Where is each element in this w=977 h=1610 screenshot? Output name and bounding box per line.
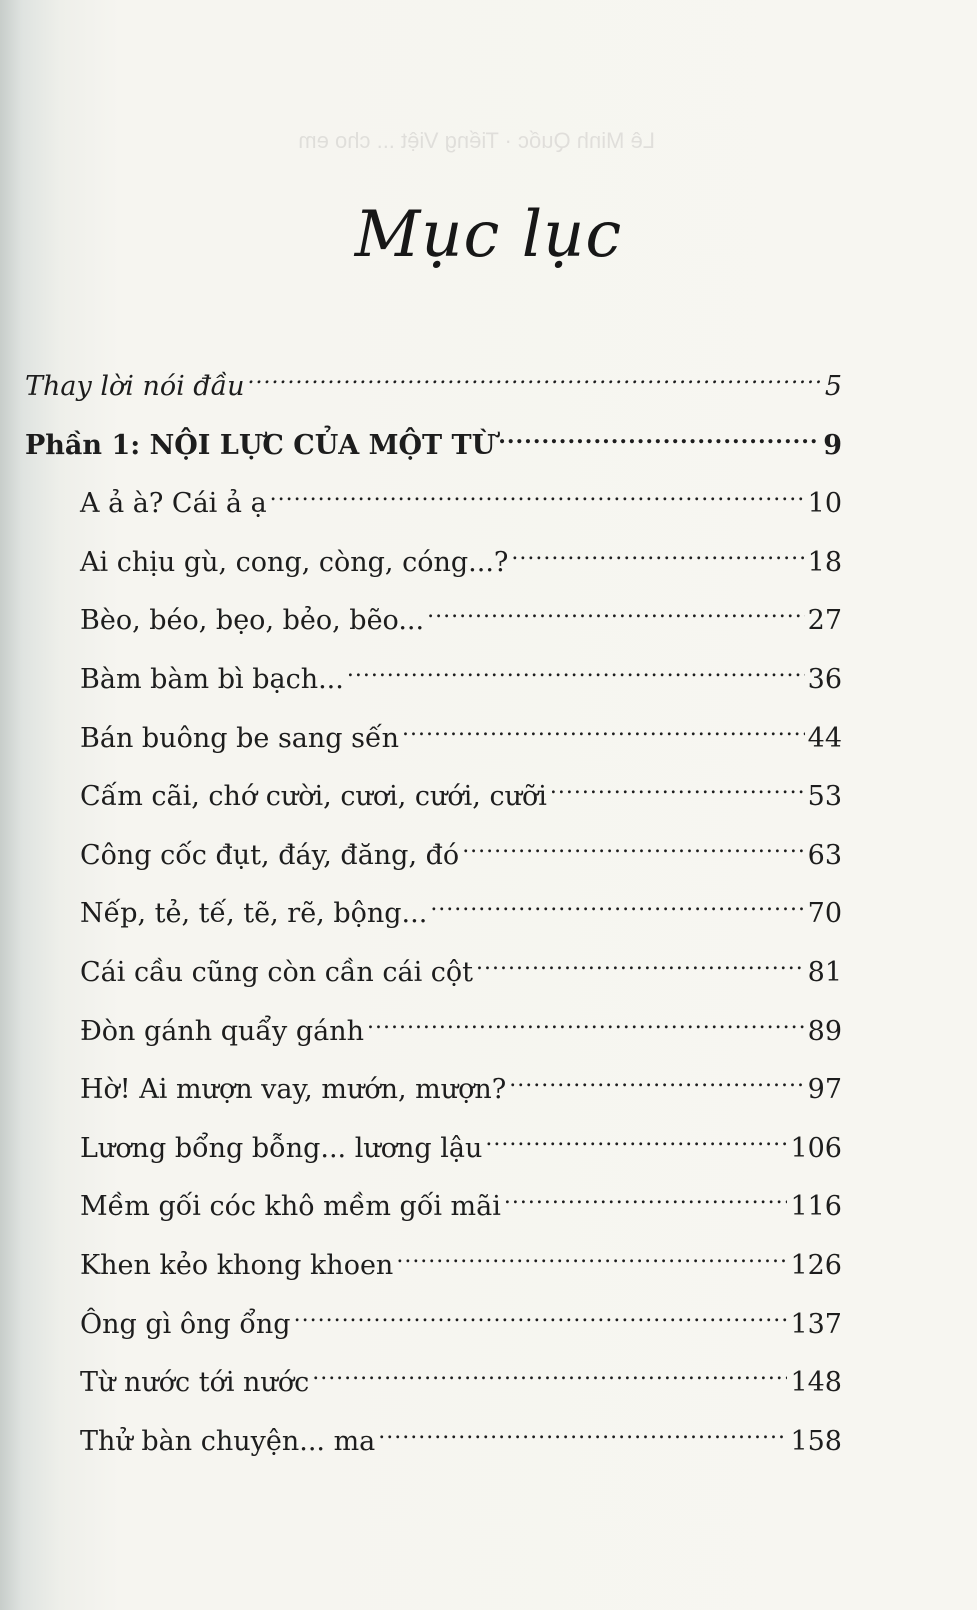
- toc-entry: [80, 765, 842, 817]
- toc-entry-page-number: 81: [807, 957, 842, 988]
- toc-entry-page-number: 148: [790, 1367, 842, 1399]
- toc-entry-page-number: 53: [807, 781, 842, 813]
- toc-entry: [80, 1117, 842, 1169]
- toc-entry-title: Cấm cãi, chớ cười, cươi, cưới, cưỡi: [80, 781, 547, 813]
- toc-entry-page-number: 63: [807, 839, 842, 871]
- toc-entry-title: Bàm bàm bì bạch...: [80, 664, 344, 695]
- toc-entry-title: Ông gì ông ổng: [80, 1308, 291, 1340]
- toc-entry: [80, 882, 842, 934]
- toc-entry: [80, 1410, 842, 1462]
- dot-leader: [248, 355, 822, 395]
- toc-entry-page-number: 158: [790, 1425, 842, 1457]
- dot-leader: [550, 765, 805, 805]
- toc-entry-title: A ả à? Cái ả ạ: [80, 488, 267, 520]
- toc-entry-page-number: 27: [807, 605, 842, 637]
- toc-entry: [80, 824, 842, 876]
- toc-entry: [25, 414, 842, 466]
- toc-entry-page-number: 89: [807, 1015, 842, 1047]
- toc-entry-title: Bèo, béo, bẹo, bẻo, bẽo...: [80, 605, 425, 637]
- toc-entry: [80, 941, 842, 993]
- toc-entry: [80, 707, 842, 759]
- dot-leader: [485, 1117, 787, 1157]
- toc-entry-page-number: 44: [807, 722, 842, 754]
- toc-entry-title: Phần 1: NỘI LỰC CỦA MỘT TỪ: [25, 429, 496, 461]
- toc-entry: [80, 1293, 842, 1345]
- toc-entry-page-number: 116: [790, 1191, 842, 1223]
- toc-entry-page-number: 97: [807, 1074, 842, 1106]
- toc-entry-title: Hờ! Ai mượn vay, mướn, mượn?: [80, 1074, 507, 1106]
- toc-entry-page-number: 137: [790, 1308, 842, 1340]
- toc-entry-title: Bán buông be sang sến: [80, 722, 400, 754]
- toc-entry: [80, 1175, 842, 1227]
- toc-entry: [80, 531, 842, 583]
- toc-entry-title: Từ nước tới nước: [80, 1367, 310, 1399]
- dot-leader: [312, 1351, 787, 1391]
- dot-leader: [511, 531, 804, 571]
- page-title: Mục lục: [354, 198, 623, 272]
- toc-entry-page-number: 106: [790, 1132, 842, 1164]
- dot-leader: [378, 1410, 787, 1450]
- dot-leader: [498, 414, 820, 454]
- toc-entry: [80, 1234, 842, 1286]
- toc-entry-title: Khen kẻo khong khoen: [80, 1250, 394, 1281]
- dot-leader: [347, 648, 805, 688]
- toc-entry-title: Cái cầu cũng còn cần cái cột: [80, 957, 474, 988]
- toc-entry-page-number: 10: [807, 488, 842, 520]
- toc-entry: [25, 355, 842, 407]
- dot-leader: [270, 472, 805, 512]
- dot-leader: [396, 1234, 787, 1274]
- toc-entry-title: Công cốc đụt, đáy, đăng, đó: [80, 839, 460, 871]
- toc-entry-title: Lương bổng bỗng... lương lậu: [80, 1132, 483, 1164]
- toc-entry: [80, 472, 842, 524]
- bleed-through-header: Lê Minh Quốc · Tiếng Việt ... cho em: [298, 128, 655, 153]
- dot-leader: [427, 589, 805, 629]
- dot-leader: [509, 1058, 804, 1098]
- dot-leader: [402, 707, 805, 747]
- toc-entry-page-number: 9: [823, 429, 842, 461]
- toc-entry-page-number: 36: [807, 664, 842, 695]
- dot-leader: [294, 1293, 788, 1333]
- toc-entry: [80, 589, 842, 641]
- dot-leader: [367, 1000, 805, 1040]
- toc-entry: [80, 1000, 842, 1052]
- dot-leader: [462, 824, 804, 864]
- dot-leader: [476, 941, 805, 981]
- toc-entry-page-number: 70: [807, 898, 842, 930]
- toc-entry-page-number: 5: [824, 371, 842, 402]
- toc-entry-title: Mềm gối cóc khô mềm gối mãi: [80, 1191, 501, 1223]
- toc-entry: [80, 1351, 842, 1403]
- toc-entry-title: Ai chịu gù, cong, còng, cóng...?: [80, 546, 509, 578]
- dot-leader: [430, 882, 804, 922]
- toc-entry-title: Đòn gánh quẩy gánh: [80, 1015, 364, 1047]
- toc-entry: [80, 1058, 842, 1110]
- dot-leader: [504, 1175, 788, 1215]
- toc-entry-title: Thay lời nói đầu: [25, 371, 245, 402]
- toc-entry: [80, 648, 842, 700]
- toc-entry-page-number: 126: [790, 1250, 842, 1281]
- toc-entry-title: Nếp, tẻ, tế, tẽ, rẽ, bộng...: [80, 898, 428, 930]
- toc-entry-page-number: 18: [807, 546, 842, 578]
- toc-entry-title: Thử bàn chuyện... ma: [80, 1425, 376, 1457]
